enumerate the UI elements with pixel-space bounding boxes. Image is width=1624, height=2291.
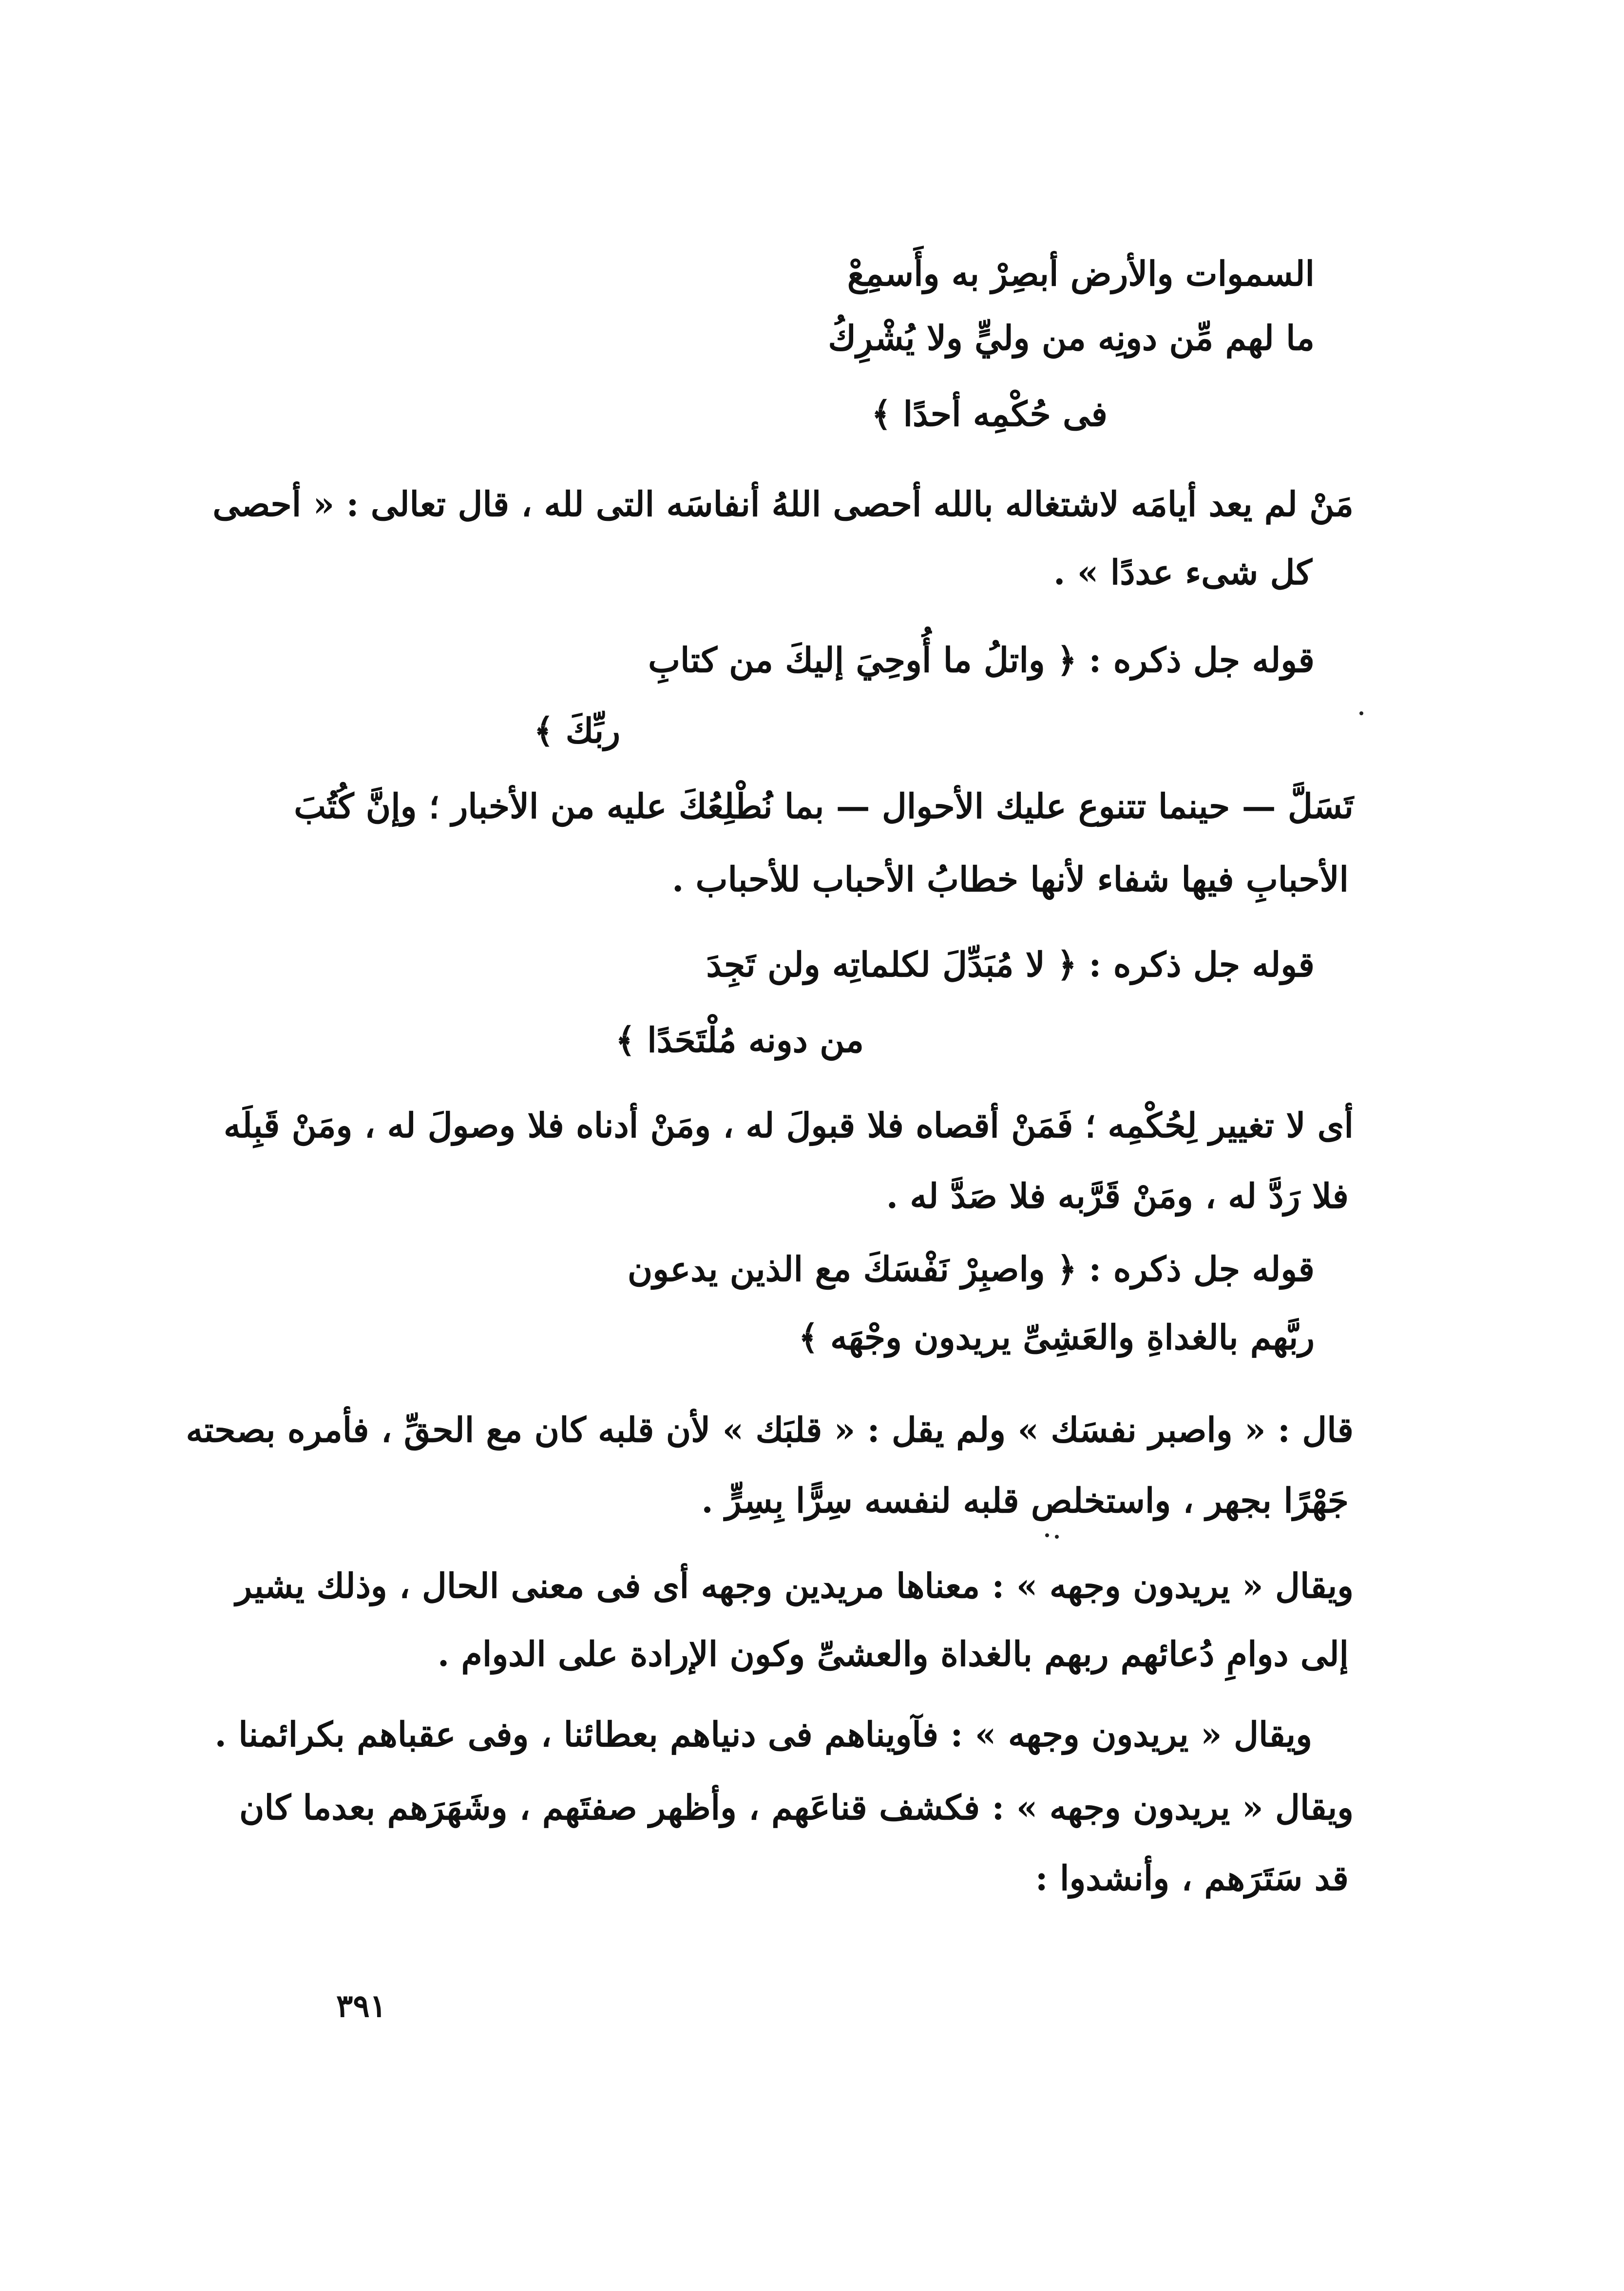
print-speck — [1359, 711, 1363, 715]
commentary-1-line-2: كل شىء عددًا » . — [1053, 552, 1312, 592]
commentary-7-line-2: قد سَتَرَهم ، وأنشدوا : — [1035, 1858, 1349, 1898]
commentary-5-line-1: ويقال « يريدون وجهه » : معناها مريدين وجهه أى فى معنى الحال ، وذلك يشير — [235, 1566, 1354, 1606]
verse-2-line-1: قوله جل ذكره : ﴿ واتلُ ما أُوحِيَ إليكَ من كتابِ — [648, 640, 1315, 680]
commentary-1-line-1: مَنْ لم يعد أيامَه لاشتغاله بالله أحصى اللهُ أنفاسَه التى لله ، قال تعالى : « أحصى — [212, 484, 1354, 524]
verse-1-line-3: فى حُكْمِه أحدًا ﴾ — [871, 394, 1108, 434]
page-number: ٣٩١ — [336, 1988, 387, 2024]
commentary-5-line-2: إلى دوامِ دُعائهم ربهم بالغداة والعشىِّ وكون الإرادة على الدوام . — [437, 1634, 1349, 1674]
verse-1-line-1: السموات والأرض أبصِرْ به وأَسمِعْ — [847, 253, 1315, 294]
commentary-6-line-1: ويقال « يريدون وجهه » : فآويناهم فى دنياهم بعطائنا ، وفى عقباهم بكرائمنا . — [214, 1714, 1312, 1755]
verse-3-line-2: من دونه مُلْتَحَدًا ﴾ — [615, 1020, 864, 1060]
verse-4-line-2: ربَّهم بالغداةِ والعَشِىِّ يريدون وجْهَه ﴾ — [798, 1317, 1315, 1357]
print-speck — [1055, 1535, 1059, 1539]
commentary-2-line-1: تَسَلَّ — حينما تتنوع عليك الأحوال — بما نُطْلِعُكَ عليه من الأخبار ؛ وإنَّ كُتُبَ — [294, 786, 1354, 826]
commentary-3-line-2: فلا رَدَّ له ، ومَنْ قَرَّبه فلا صَدَّ له . — [886, 1176, 1349, 1216]
commentary-3-line-1: أى لا تغيير لِحُكْمِه ؛ فَمَنْ أقصاه فلا قبولَ له ، ومَنْ أدناه فلا وصولَ له ، ومَنْ قَبِلَه — [224, 1105, 1354, 1146]
print-speck — [1045, 1533, 1049, 1537]
commentary-7-line-1: ويقال « يريدون وجهه » : فكشف قناعَهم ، وأظهر صفتَهم ، وشَهَرَهم بعدما كان — [239, 1787, 1354, 1828]
commentary-4-line-1: قال : « واصبر نفسَك » ولم يقل : « قلبَك » لأن قلبه كان مع الحقِّ ، فأمره بصحته — [186, 1410, 1354, 1450]
verse-1-line-2: ما لهم مِّن دونِه من وليٍّ ولا يُشْرِكُ — [828, 318, 1315, 358]
verse-4-line-1: قوله جل ذكره : ﴿ واصبِرْ نَفْسَكَ مع الذين يدعون — [627, 1249, 1315, 1289]
commentary-2-line-2: الأحبابِ فيها شفاء لأنها خطابُ الأحباب للأحباب . — [671, 859, 1349, 899]
commentary-4-line-2: جَهْرًا بجهر ، واستخلص قلبه لنفسه سِرًّا بِسِرٍّ . — [701, 1480, 1349, 1521]
verse-3-line-1: قوله جل ذكره : ﴿ لا مُبَدِّلَ لكلماتِه ولن تَجِدَ — [706, 944, 1315, 985]
verse-2-line-2: ربِّكَ ﴾ — [534, 710, 620, 751]
